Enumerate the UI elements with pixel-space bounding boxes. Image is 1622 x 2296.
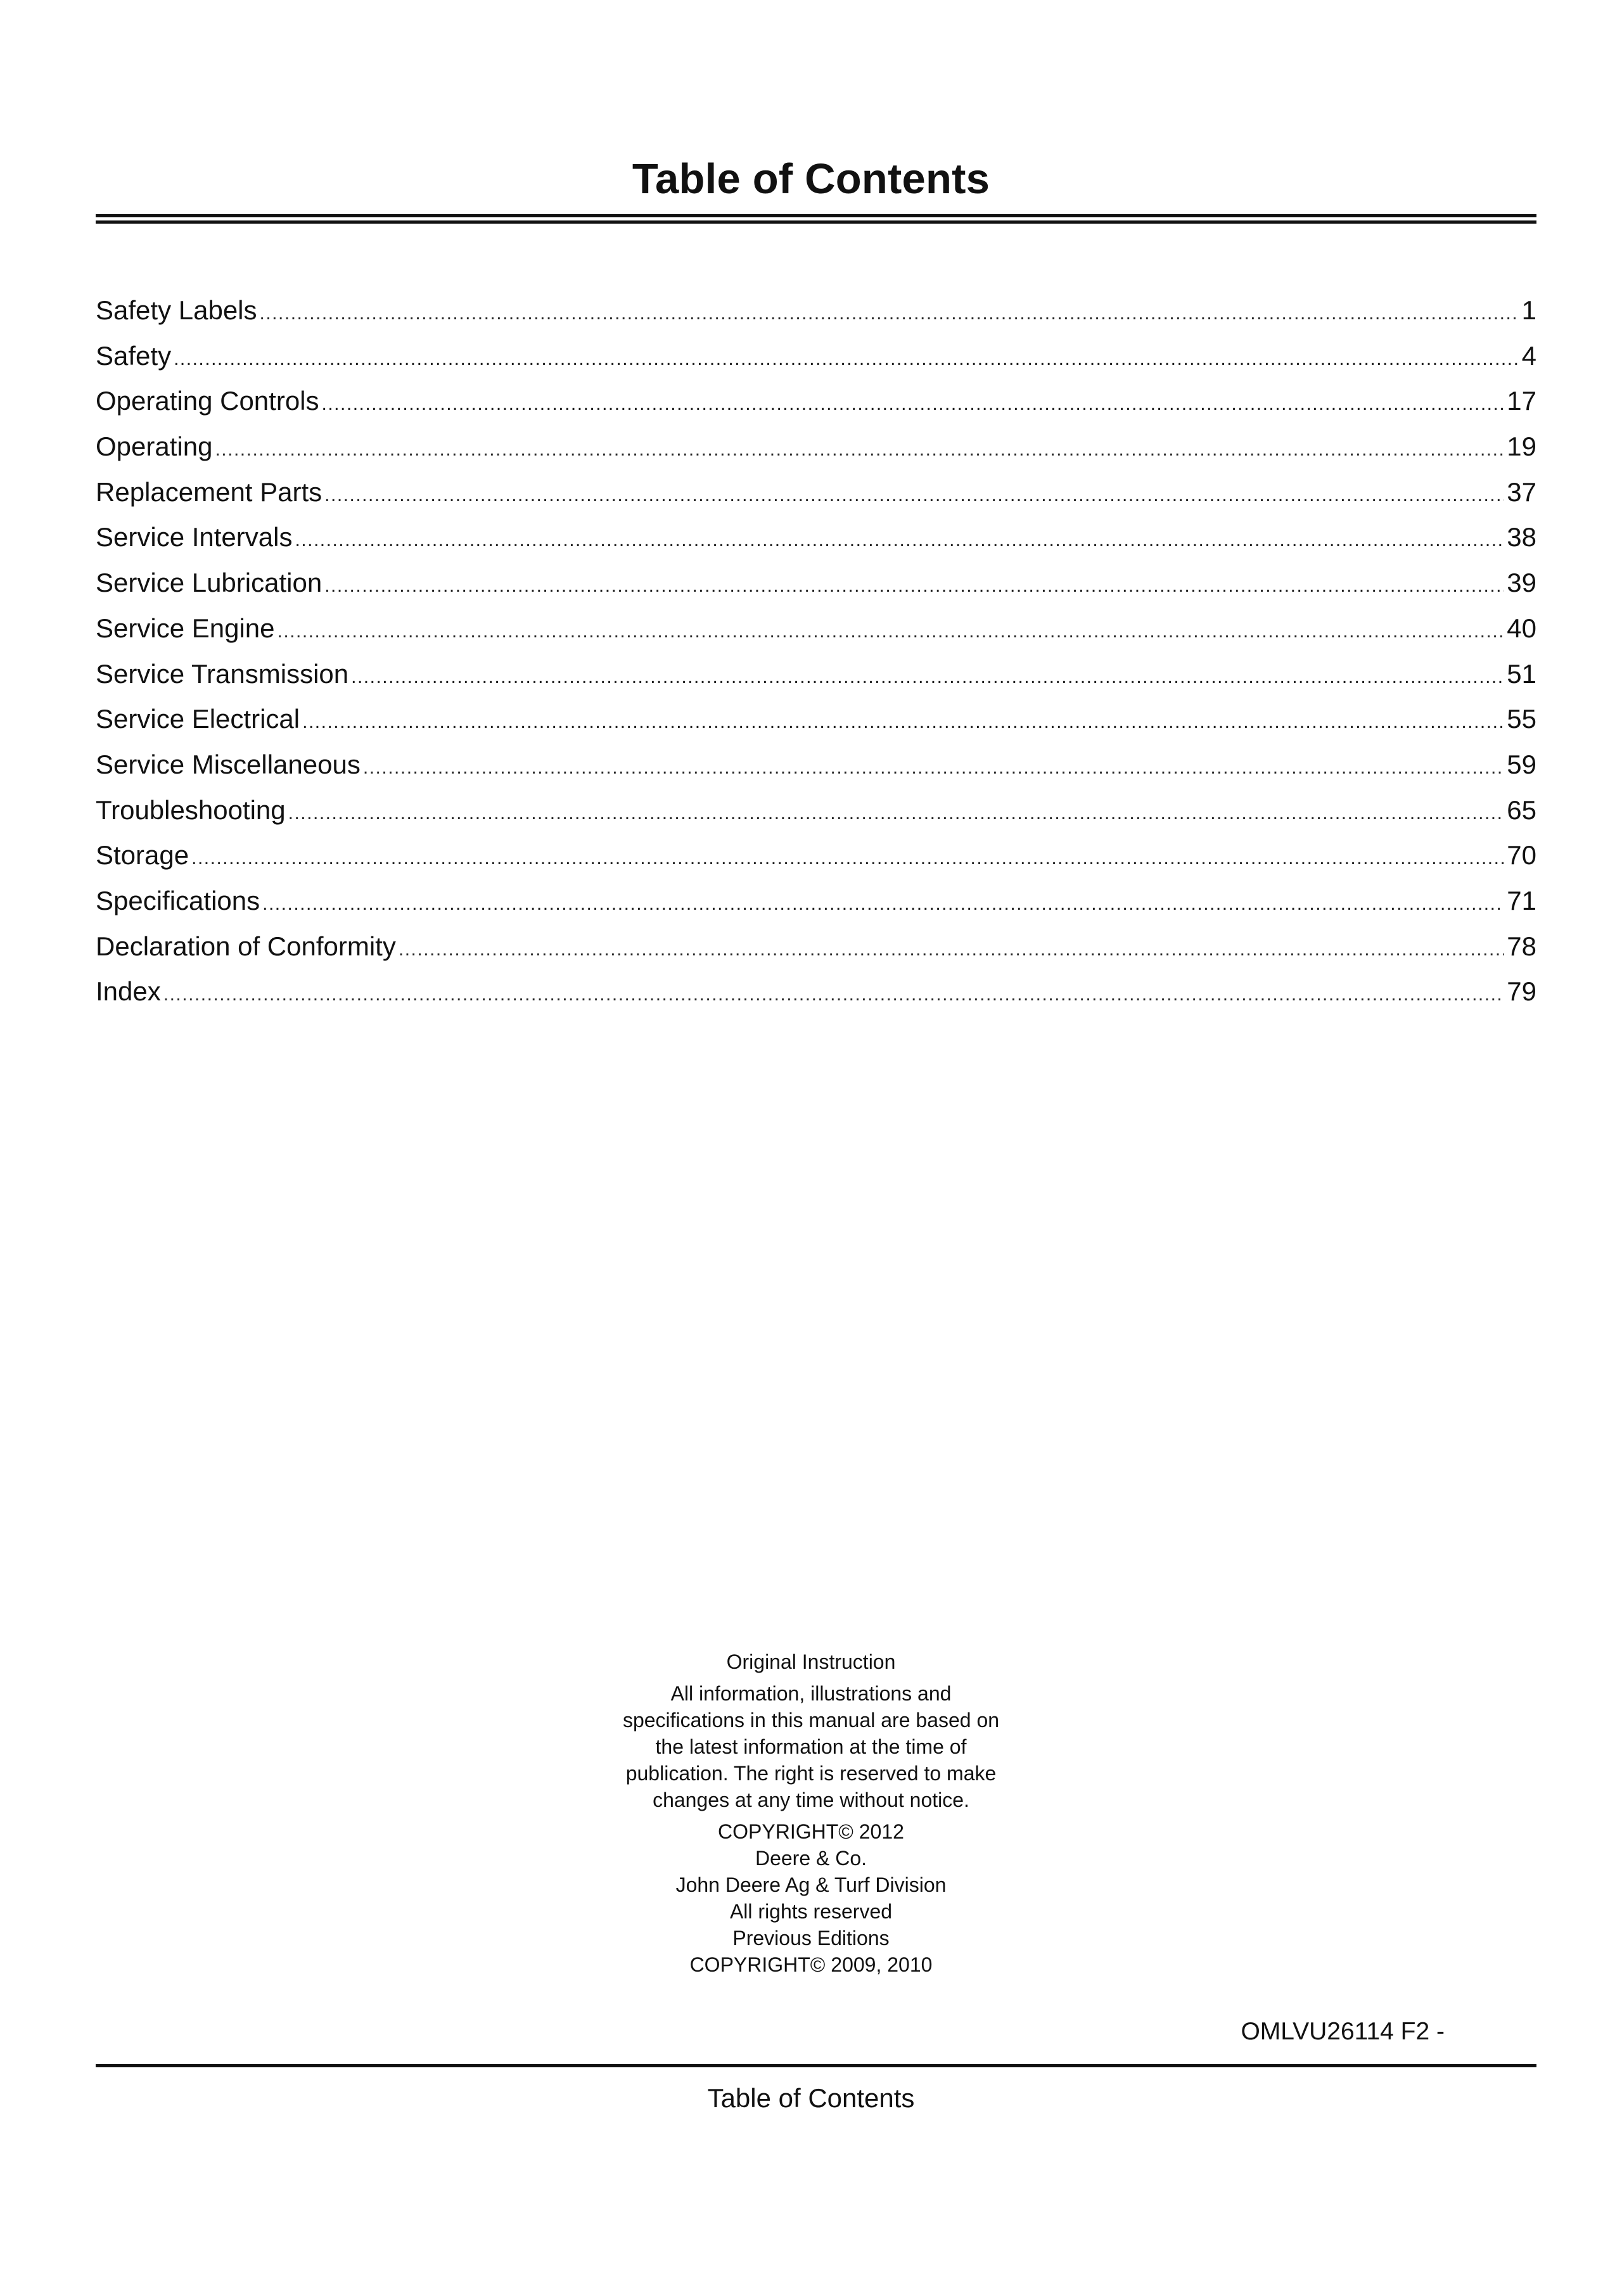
toc-entry[interactable]: [96, 428, 1536, 473]
toc-entry-page: 38: [1507, 522, 1536, 552]
notice-heading: Original Instruction: [726, 1650, 896, 1673]
toc-entry-title: Service Electrical: [96, 704, 300, 734]
toc-entry-title: Index: [96, 976, 161, 1007]
document-number: OMLVU26114 F2 -: [1241, 2018, 1445, 2045]
toc-entry-title: Service Engine: [96, 613, 275, 643]
toc-entry-title: Troubleshooting: [96, 794, 286, 825]
toc-dot-leader: [262, 885, 1504, 923]
toc-entry[interactable]: [96, 700, 1536, 746]
toc-dot-leader: [288, 794, 1505, 832]
toc-entry-title: Operating: [96, 431, 213, 462]
toc-entry[interactable]: [96, 836, 1536, 882]
previous-editions-label: Previous Editions: [732, 1927, 890, 1949]
toc-entry-title: Declaration of Conformity: [96, 931, 396, 961]
toc-entry[interactable]: [96, 655, 1536, 701]
toc-entry-title: Operating Controls: [96, 386, 319, 416]
toc-entry-title: Storage: [96, 840, 189, 871]
toc-entry-page: 4: [1521, 340, 1536, 371]
rights-statement: All rights reserved: [729, 1900, 893, 1923]
toc-entry-page: 59: [1507, 749, 1536, 779]
toc-entry-page: 71: [1507, 885, 1536, 915]
toc-dot-leader: [351, 658, 1504, 696]
toc-entry-page: 17: [1507, 386, 1536, 416]
toc-entry-title: Specifications: [96, 885, 260, 915]
toc-entry-page: 55: [1507, 704, 1536, 734]
toc-entry-page: 65: [1507, 794, 1536, 825]
table-of-contents-list: [96, 291, 1536, 1018]
toc-dot-leader: [260, 295, 1519, 333]
toc-entry-page: 70: [1507, 840, 1536, 871]
toc-entry-page: 37: [1507, 476, 1536, 507]
toc-entry[interactable]: [96, 746, 1536, 791]
toc-dot-leader: [324, 476, 1504, 514]
toc-dot-leader: [324, 567, 1504, 605]
toc-entry[interactable]: [96, 564, 1536, 609]
toc-entry-title: Service Transmission: [96, 658, 349, 689]
toc-entry-title: Service Lubrication: [96, 568, 322, 598]
toc-dot-leader: [302, 703, 1504, 741]
toc-dot-leader: [399, 931, 1504, 969]
toc-entry-page: 78: [1507, 931, 1536, 961]
toc-entry-title: Service Miscellaneous: [96, 749, 361, 779]
toc-entry[interactable]: [96, 337, 1536, 383]
company-name: Deere & Co.: [755, 1847, 867, 1870]
notice-spacer: [0, 1675, 1622, 1680]
toc-dot-leader: [174, 340, 1519, 378]
toc-dot-leader: [163, 976, 1505, 1014]
toc-entry[interactable]: [96, 473, 1536, 519]
toc-entry-page: 40: [1507, 613, 1536, 643]
toc-entry[interactable]: [96, 928, 1536, 973]
copyright-notice: [0, 1649, 1622, 1978]
toc-entry[interactable]: [96, 609, 1536, 655]
previous-copyright: COPYRIGHT© 2009, 2010: [689, 1953, 933, 1976]
page-title: Table of Contents: [632, 155, 990, 203]
toc-entry-title: Safety Labels: [96, 295, 257, 325]
toc-dot-leader: [295, 521, 1504, 559]
toc-entry[interactable]: [96, 791, 1536, 837]
toc-entry-page: 19: [1507, 431, 1536, 462]
toc-entry-page: 1: [1521, 295, 1536, 325]
title-double-rule: [96, 214, 1536, 224]
division-name: John Deere Ag & Turf Division: [675, 1873, 947, 1896]
running-footer-title: Table of Contents: [707, 2083, 915, 2113]
toc-entry-title: Service Intervals: [96, 522, 293, 552]
toc-dot-leader: [363, 749, 1504, 787]
toc-entry-page: 39: [1507, 568, 1536, 598]
copyright-line: COPYRIGHT© 2012: [718, 1820, 904, 1843]
notice-spacer: [0, 1813, 1622, 1818]
notice-body: All information, illustrations and specifications in this manual are based on the latest information at the time of publication. The right is reserved to make changes at any time without notice.: [622, 1682, 1000, 1811]
toc-entry-page: 51: [1507, 658, 1536, 689]
toc-entry[interactable]: [96, 382, 1536, 428]
toc-dot-leader: [191, 839, 1504, 877]
footer-rule: [96, 2064, 1536, 2067]
toc-entry-title: Safety: [96, 340, 172, 371]
toc-dot-leader: [215, 431, 1504, 469]
toc-entry[interactable]: [96, 973, 1536, 1018]
toc-entry-title: Replacement Parts: [96, 476, 322, 507]
toc-dot-leader: [278, 613, 1505, 651]
toc-entry[interactable]: [96, 882, 1536, 928]
toc-entry-page: 79: [1507, 976, 1536, 1007]
toc-dot-leader: [322, 385, 1505, 423]
toc-entry[interactable]: [96, 291, 1536, 337]
toc-entry[interactable]: [96, 518, 1536, 564]
